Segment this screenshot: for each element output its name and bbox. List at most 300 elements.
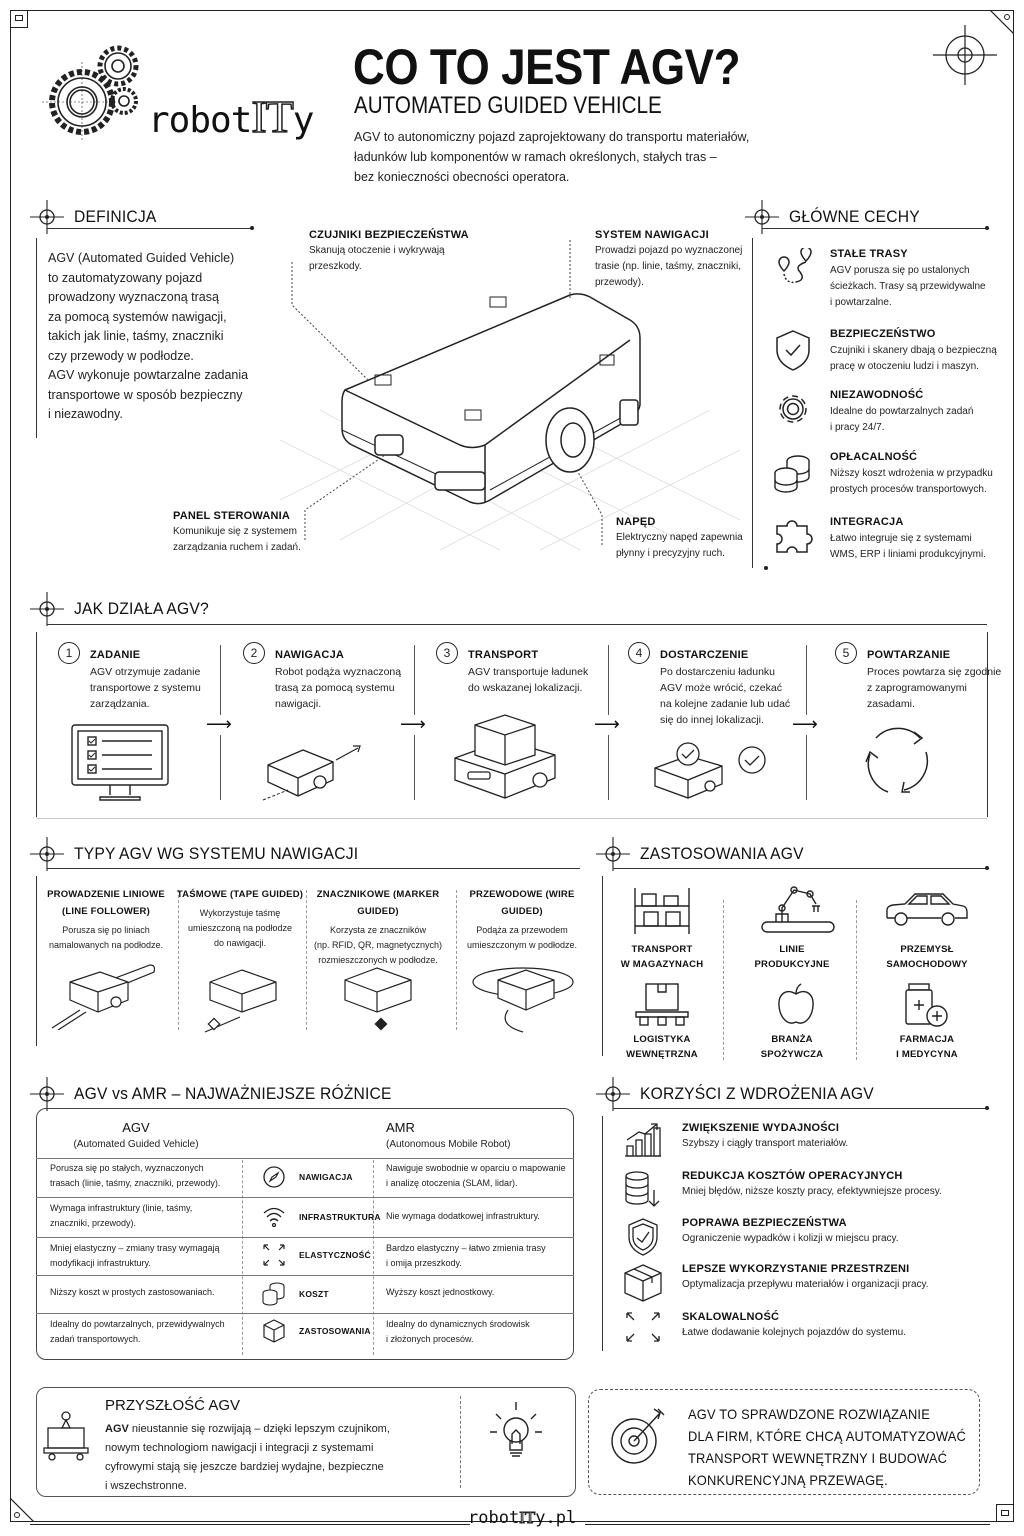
cell-line: Bardzo elastyczny – łatwo zmienia trasy [386,1243,546,1253]
divider [47,868,580,869]
cell-line: trasach (linie, taśmy, znaczniki, przewody). [50,1178,221,1188]
step-line: na kolejne zadanie lub udać [660,698,791,710]
feature-line: ścieżkach. Trasy są przewidywalne [830,281,986,292]
cell-line: i analizę otoczenia (SLAM, lidar). [386,1178,518,1188]
step-line: AGV otrzymuje zadanie [90,666,201,678]
medicine-icon [903,982,949,1028]
benefit-title: POPRAWA BEZPIECZEŃSTWA [682,1217,847,1229]
agv-cell [50,1161,240,1191]
footer-url[interactable] [468,1508,576,1528]
divider [373,1160,374,1355]
feature-text [830,531,986,563]
application-label: TRANSPORT [631,944,693,955]
step-text [90,664,240,712]
section-title: KORZYŚCI Z WDROŻENIA AGV [640,1084,874,1103]
agv-navigation-illustration [258,740,368,805]
callout-line: Prowadzi pojazd po wyznaczonej [595,245,743,256]
application-automotive [867,942,987,972]
agv-transport-illustration [450,710,560,805]
benefit-text: Mniej błędów, niższe koszty pracy, efektywniejsze procesy. [682,1186,942,1197]
divider [242,1160,243,1355]
logo-text-y: y [292,100,314,141]
agv-cell [50,1285,240,1300]
feature-item [770,389,1000,436]
divider [723,900,724,1060]
type-tape-guided [176,886,304,951]
step-line: transportowe z systemu [90,682,201,694]
puzzle-icon [772,516,814,556]
divider [220,645,221,715]
divider [608,735,609,800]
feature-item [770,328,1000,375]
feature-line: prostych procesów transportowych. [830,484,987,495]
step-line: Po dostarczeniu ładunku [660,666,775,678]
divider [414,645,415,715]
divider [220,735,221,800]
comparison-row [36,1313,574,1314]
step-line: AGV może wrócić, czekać [660,682,782,694]
brand-logo [40,38,340,148]
robot-arm-icon [760,884,836,936]
feature-text [830,466,993,498]
section-title: JAK DZIAŁA AGV? [74,599,209,618]
application-label: I MEDYCYNA [896,1049,958,1060]
agv-cell [50,1317,240,1347]
definition-line: czy przewody w podłodze. [48,348,194,363]
benefit-item [622,1311,906,1343]
feature-line: Łatwo integruje się z systemami [830,533,972,544]
divider [36,238,37,438]
callout-line: Komunikuje się z systemem [173,526,297,537]
callout-title: SYSTEM NAWIGACJI [595,229,709,241]
definition-line: to zautomatyzowany pojazd [48,270,203,285]
criterion-label: INFRASTRUKTURA [299,1212,381,1222]
future-title: PRZYSZŁOŚĆ AGV [105,1397,241,1414]
divider-dot [985,1106,989,1110]
section-header-types [30,837,383,871]
feature-title: BEZPIECZEŃSTWO [830,328,936,340]
step-text [660,664,810,728]
future-line: nowym technologiom nawigacji i integracji z systemami [105,1442,374,1454]
divider [47,624,987,625]
comparison-header-amr [386,1120,576,1153]
application-label: BRANŻA [771,1034,813,1045]
footer-url-part: robot [468,1508,520,1528]
step-line: się do innej lokalizacji. [660,714,764,726]
callout-line: Elektryczny napęd zapewnia [616,532,743,543]
cell-line: i omija przeszkody. [386,1258,462,1268]
agv-idea-icon [42,1410,92,1462]
application-label: PRZEMYSŁ [900,944,954,955]
benefit-text: Łatwe dodawanie kolejnych pojazdów do systemu. [682,1327,907,1338]
application-label: LINIE [779,944,805,955]
comparison-row [36,1158,574,1159]
arrow-right-icon: ⟶ [792,714,818,735]
cell-line: Porusza się po stałych, wyznaczonych [50,1163,204,1173]
comparison-row [36,1197,574,1198]
application-warehouse [602,942,722,972]
conclusion-line: TRANSPORT WEWNĘTRZNY I BUDOWAĆ [688,1450,948,1466]
amr-cell [386,1241,576,1271]
cube-icon [262,1318,286,1344]
divider-dot [985,226,989,230]
type-title: (LINE FOLLOWER) [62,906,150,917]
callout-text [173,524,343,556]
feature-item [770,516,1000,563]
agv-line-follower-illustration [50,960,160,1030]
benefit-title: LEPSZE WYKORZYSTANIE PRZESTRZENI [682,1263,910,1275]
type-title: TAŚMOWE (TAPE GUIDED) [176,889,304,900]
page-title: CO TO JEST AGV? [353,39,741,95]
divider [856,900,857,1060]
feature-item [770,451,1000,498]
feature-text [830,343,997,375]
step-number: 5 [835,642,857,664]
type-line-follower [42,886,170,953]
intro-line: bez konieczności obecności operatora. [354,170,570,184]
feature-line: Niższy koszt wdrożenia w przypadku [830,468,993,479]
step-line: do wskazanej lokalizacji. [468,682,583,694]
application-label: W MAGAZYNACH [620,959,704,970]
map-route-icon [771,248,815,292]
step-line: z zaprogramowanymi [867,682,967,694]
divider [460,1396,461,1488]
callout-line: trasie (np. linie, taśmy, znaczniki, [595,261,741,272]
section-title: AGV vs AMR – NAJWAŻNIEJSZE RÓŻNICE [74,1084,392,1103]
cell-line: Wyższy koszt jednostkowy. [386,1287,495,1297]
section-title: DEFINICJA [74,207,157,226]
application-label: SAMOCHODOWY [886,959,968,970]
benefit-item [622,1217,899,1257]
definition-text [48,249,268,425]
callout-line: przeszkody. [309,261,362,272]
crosshair-icon [30,1077,64,1111]
amr-cell [386,1285,576,1300]
callout-title: PANEL STEROWANIA [173,510,291,522]
step-line: Robot podąża wyznaczoną [275,666,402,678]
criterion-label: KOSZT [299,1289,329,1299]
agv-tape-guided-illustration [200,962,290,1037]
benefit-title: REDUKCJA KOSZTÓW OPERACYJNYCH [682,1170,903,1182]
application-pharma [867,1032,987,1062]
callout-line: zarządzania ruchem i zadań. [173,542,301,553]
logo-text-robot: robot [148,100,252,141]
crosshair-icon [596,1077,630,1111]
cell-line: Niższy koszt w prostych zastosowaniach. [50,1287,215,1297]
divider [456,890,457,1030]
repeat-cycle-icon [858,722,938,802]
intro-line: ładunków lub komponentów w ramach określonych, stałych tras – [354,150,717,164]
gear-icon [773,389,813,429]
agv-cell [50,1201,240,1231]
future-line: cyfrowymi stają się jeszcze bardziej wydajne, bezpieczne [105,1461,384,1473]
step-number: 4 [628,642,650,664]
amr-cell [386,1209,576,1224]
conclusion-line: DLA FIRM, KTÓRE CHCĄ AUTOMATYZOWAĆ [688,1428,966,1444]
box-icon [623,1263,663,1303]
step-line: zarządzania. [90,698,150,710]
future-text [105,1420,455,1496]
cell-line: Wymaga infrastruktury (linie, taśmy, [50,1203,193,1213]
callout-line: płynny i precyzyjny ruch. [616,548,725,559]
step-title: POWTARZANIE [867,649,951,661]
conclusion-line: KONKURENCYJNĄ PRZEWAGĘ. [688,1472,888,1488]
crosshair-icon [596,837,630,871]
future-line: i wszechstronne. [105,1480,187,1492]
criterion-label: ELASTYCZNOŚĆ [299,1250,371,1260]
type-line: Wykorzystuje taśmę [199,908,281,918]
divider [752,238,753,568]
crosshair-icon [30,592,64,626]
type-line: umieszczoną na podłodze [187,923,293,933]
cell-line: znaczniki, przewody). [50,1218,137,1228]
amr-cell [386,1317,576,1347]
comparison-row [36,1237,574,1238]
wifi-icon [262,1205,286,1229]
pallet-box-icon [634,982,690,1028]
warehouse-rack-icon [632,886,692,936]
feature-title: OPŁACALNOŚĆ [830,451,918,463]
section-title: GŁÓWNE CECHY [789,207,920,226]
application-label: LOGISTYKA [633,1034,691,1045]
cost-down-icon [623,1170,663,1210]
application-internal-logistics [602,1032,722,1062]
agv-wire-guided-illustration [468,960,578,1035]
benefit-item [622,1263,929,1303]
conclusion-line: AGV TO SPRAWDZONE ROZWIĄZANIE [688,1406,930,1422]
comparison-row [36,1275,574,1276]
benefit-text: Szybszy i ciągły transport materiałów. [682,1138,849,1149]
step-line: zasadami. [867,698,915,710]
feature-title: INTEGRACJA [830,516,904,528]
monitor-checklist-icon [70,723,170,803]
section-title: ZASTOSOWANIA AGV [640,844,804,863]
callout-sensors [309,229,499,275]
type-line: rozmieszczonych w podłodze. [318,955,438,965]
feature-line: Czujniki i skanery dbają o bezpieczną [830,345,997,356]
callout-title: CZUJNIKI BEZPIECZEŃSTWA [309,229,469,241]
type-line: Korzysta ze znaczników [329,925,427,935]
divider [987,632,988,817]
application-label: WEWNĘTRZNA [626,1049,698,1060]
divider [36,818,987,819]
feature-line: WMS, ERP i liniami produkcyjnymi. [830,549,986,560]
divider [608,645,609,715]
cell-line: Idealny do powtarzalnych, przewidywalnych [50,1319,225,1329]
logo-text-it: IT [251,91,293,142]
footer-url-part: IT [519,1508,536,1527]
amr-cell [386,1161,576,1191]
benefit-text: Ograniczenie wypadków i kolizji w miejscu pracy. [682,1233,899,1244]
growth-chart-icon [623,1122,663,1158]
car-icon [885,890,969,930]
conclusion-text [688,1403,966,1491]
benefit-item [622,1170,942,1210]
comparison-header-agv [36,1120,236,1153]
application-label: FARMACJA [899,1034,955,1045]
definition-line: AGV wykonuje powtarzalne zadania [48,368,249,382]
section-header-how [30,592,221,626]
type-line: Porusza się po liniach [62,925,150,935]
intro-line: AGV to autonomiczny pojazd zaprojektowany do transportu materiałów, [354,130,750,144]
step-line: trasą za pomocą systemu [275,682,395,694]
callout-text [309,243,499,275]
callout-line: przewody). [595,277,644,288]
callout-text [616,530,766,562]
feature-line: Idealne do powtarzalnych zadań [830,406,974,417]
feature-title: NIEZAWODNOŚĆ [830,389,924,401]
benefit-title: SKALOWALNOŚĆ [682,1311,780,1323]
agv-delivered-illustration [650,738,780,803]
type-title: PRZEWODOWE (WIRE GUIDED) [469,889,575,917]
criterion-label: NAWIGACJA [299,1172,353,1182]
corner-mark [10,1498,34,1522]
divider [30,1524,470,1525]
section-title: TYPY AGV WG SYSTEMU NAWIGACJI [74,844,359,863]
callout-text [595,243,765,291]
crosshair-icon [30,837,64,871]
feature-line: pracę w otoczeniu ludzi i maszyn. [830,361,979,372]
section-header-comparison [30,1077,419,1111]
cell-line: Idealny do dynamicznych środowisk [386,1319,530,1329]
type-line: namalowanych na podłodze. [48,940,164,950]
cell-line: i złożonych procesów. [386,1334,474,1344]
cell-line: Mniej elastyczny – zmiany trasy wymagają [50,1243,220,1253]
step-line: nawigacji. [275,698,322,710]
future-line: nieustannie się rozwijają – dzięki lepszym czujnikom, [128,1423,390,1435]
expand-arrows-icon [262,1243,286,1267]
divider [47,228,252,229]
shield-check-icon [773,328,813,372]
section-header-benefits [596,1077,894,1111]
application-food-industry [732,1032,852,1062]
type-title: PROWADZENIE LINIOWE [47,889,165,900]
divider-dot [250,226,254,230]
application-production-lines [732,942,852,972]
divider [36,632,37,817]
application-label: SPOŻYWCZA [760,1049,824,1060]
shield-icon [625,1217,661,1257]
feature-line: i pracy 24/7. [830,422,885,433]
step-text [867,664,1017,712]
step-line: AGV transportuje ładunek [468,666,589,678]
divider-dot [985,866,989,870]
feature-line: i powtarzalne. [830,297,892,308]
compass-icon [262,1165,286,1189]
cell-line: zadań transportowych. [50,1334,141,1344]
column-subtitle: (Autonomous Mobile Robot) [386,1139,511,1150]
step-number: 2 [243,642,265,664]
column-title: AMR [386,1120,415,1135]
cell-line: Nie wymaga dodatkowej infrastruktury. [386,1211,540,1221]
page-subtitle: AUTOMATED GUIDED VEHICLE [354,92,662,119]
criterion-label: ZASTOSOWANIA [299,1326,371,1336]
step-title: DOSTARCZENIE [660,649,749,661]
apple-icon [776,982,816,1028]
divider [806,735,807,800]
divider [613,1108,987,1109]
type-line: umieszczonym w podłodze. [466,940,578,950]
definition-line: za pomocą systemów nawigacji, [48,309,227,324]
coins-icon [772,451,814,493]
cell-line: modyfikacji infrastruktury. [50,1258,151,1268]
step-text [275,664,425,712]
type-wire-guided [458,886,586,953]
feature-line: AGV porusza się po ustalonych [830,265,970,276]
footer-url-part: y.pl [535,1508,577,1528]
definition-line: transportowe w sposób bezpieczny [48,387,243,402]
step-title: ZADANIE [90,649,141,661]
definition-line: takich jak linie, taśmy, znaczniki [48,329,224,343]
crosshair-icon [930,20,1000,90]
column-title: AGV [122,1120,150,1135]
divider [585,1524,990,1525]
coins-icon [261,1280,287,1306]
lightbulb-icon [488,1400,544,1466]
divider [414,735,415,800]
step-number: 3 [436,642,458,664]
step-line: Proces powtarza się zgodnie [867,666,1002,678]
step-text [468,664,618,696]
type-marker-guided [308,886,448,968]
gears-icon [40,38,150,148]
application-label: PRODUKCYJNE [754,959,830,970]
benefit-text: Optymalizacja przepływu materiałów i organizacji pracy. [682,1279,929,1290]
feature-text [830,404,973,436]
agv-cell [50,1241,240,1271]
arrow-right-icon: ⟶ [400,714,426,735]
corner-mark [996,1504,1014,1522]
feature-text [830,263,986,311]
arrow-right-icon: ⟶ [594,714,620,735]
step-number: 1 [58,642,80,664]
definition-line: i niezawodny. [48,407,123,421]
callout-navigation [595,229,765,291]
type-title: ZNACZNIKOWE (MARKER GUIDED) [316,889,440,917]
agv-marker-guided-illustration [335,960,425,1035]
type-line: Podąża za przewodem [476,925,568,935]
expand-arrows-icon [625,1311,661,1343]
feature-title: STAŁE TRASY [830,248,908,260]
type-line: (np. RFID, QR, magnetycznych) [313,940,443,950]
divider-dot [764,566,768,570]
step-title: NAWIGACJA [275,649,345,661]
column-subtitle: (Automated Guided Vehicle) [73,1139,199,1150]
divider [613,868,987,869]
type-line: do nawigacji. [213,938,267,948]
divider [806,645,807,715]
callout-title: NAPĘD [616,516,656,528]
step-title: TRANSPORT [468,649,539,661]
section-header-applications [596,837,818,871]
future-bold: AGV [105,1423,129,1435]
divider [36,876,37,1046]
callout-line: Skanują otoczenie i wykrywają [309,245,445,256]
definition-line: prowadzony wyznaczoną trasą [48,290,219,304]
corner-mark [10,10,28,28]
divider [602,1116,603,1351]
divider [306,890,307,1030]
callout-drive [616,516,766,562]
arrow-right-icon: ⟶ [206,714,232,735]
definition-line: AGV (Automated Guided Vehicle) [48,251,235,265]
intro-text [354,127,794,187]
benefit-item [622,1122,848,1158]
divider [762,228,987,229]
feature-item [770,248,1000,311]
benefit-title: ZWIĘKSZENIE WYDAJNOŚCI [682,1122,840,1134]
target-icon [608,1405,668,1465]
